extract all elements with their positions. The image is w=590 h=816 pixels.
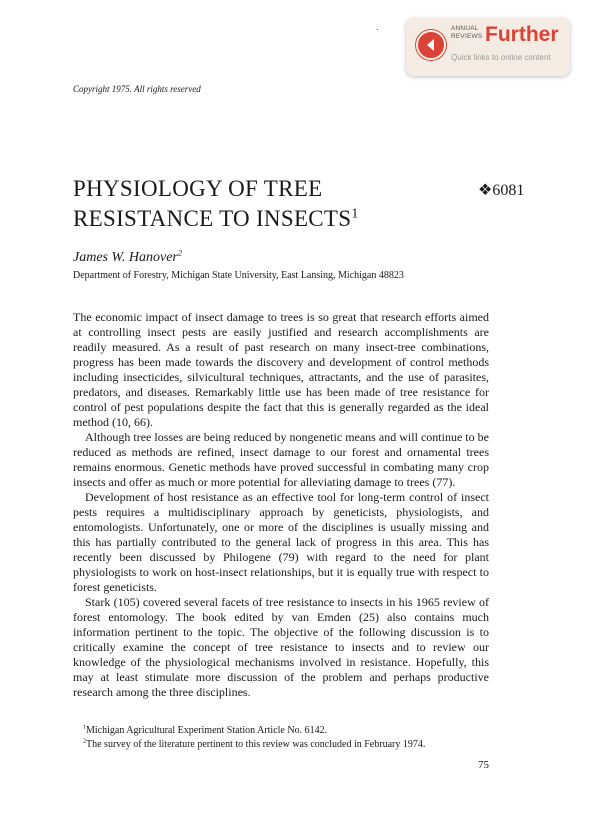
footnote-text: The survey of the literature pertinent to this review was concluded in February 1974. xyxy=(86,739,426,750)
footnote-marker: 2 xyxy=(83,738,86,745)
paragraph: Development of host resistance as an effective tool for long-term control of insect pests requires a multidisciplinary approach by geneticists, physiologists, and entomologists. Unfortunately, one or more of the disciplines is usually missing and this has partially contributed to the general lack of progress in this area. This has recently been discussed by Philogene (79) with regard to the need for plant physiologists to work on host-insect relationships, but it is equally true with respect to forest geneticists. xyxy=(73,490,489,594)
author-footnote-marker: 2 xyxy=(177,248,183,258)
page-title xyxy=(73,174,359,234)
badge-tagline: Quick links to online content xyxy=(451,53,551,62)
author-name: James W. Hanover xyxy=(73,250,178,265)
article-id: ❖6081 xyxy=(478,182,525,199)
affiliation: Department of Forestry, Michigan State University, East Lansing, Michigan 48823 xyxy=(73,270,404,281)
badge-annual: ANNUAL xyxy=(451,25,479,32)
title-line-1: PHYSIOLOGY OF TREE xyxy=(73,176,323,201)
copyright-notice: Copyright 1975. All rights reserved xyxy=(73,84,201,94)
title-line-2 xyxy=(73,204,359,234)
badge-brand xyxy=(451,25,482,40)
paragraph: The economic impact of insect damage to trees is so great that research efforts aimed at controlling insect pests are easily justified and research accomplishments are readily measured. As a result of past research on many insect-tree combinations, progress has been made towards the discovery and development of control methods including insecticides, silvicultural techniques, attractants, and the use of parasites, predators, and diseases. Remarkably little use has been made of tree resistance for control of pest populations despite the fact that this is generally regarded as the ideal method (10, 66). xyxy=(73,310,489,429)
footnotes xyxy=(73,724,489,752)
title-footnote-marker: 1 xyxy=(351,205,359,221)
author xyxy=(73,250,182,266)
paragraph: Although tree losses are being reduced by nongenetic means and will continue to be reduced as methods are refined, insect damage to our forest and ornamental trees remains enormous. Genetic methods have proved successful in combating many crop insects and offer as much or more potential for alleviating damage to trees (77). xyxy=(73,430,489,489)
footnote-marker: 1 xyxy=(83,724,86,731)
footnote-text: Michigan Agricultural Experiment Station Article No. 6142. xyxy=(86,725,328,736)
paragraph: Stark (105) covered several facets of tree resistance to insects in his 1965 review of forest entomology. The book edited by van Emden (25) also contains much information pertinent to the topic. The objective of the following discussion is to critically examine the concept of tree resistance to insects and to review our knowledge of the physiological mechanisms involved in resistance. Hopefully, this may at least stimulate more discussion of the problem and perhaps productive research among the three disciplines. xyxy=(73,595,489,699)
title-line-2-text: RESISTANCE TO INSECTS xyxy=(73,206,352,231)
footnote xyxy=(73,724,489,738)
page-number: 75 xyxy=(478,759,489,771)
footnote xyxy=(73,738,489,752)
body-text xyxy=(73,310,489,700)
further-badge[interactable] xyxy=(406,18,570,76)
badge-reviews: REVIEWS xyxy=(451,32,483,40)
badge-further: Further xyxy=(485,23,559,46)
play-icon xyxy=(416,30,446,60)
print-speck xyxy=(377,29,378,30)
